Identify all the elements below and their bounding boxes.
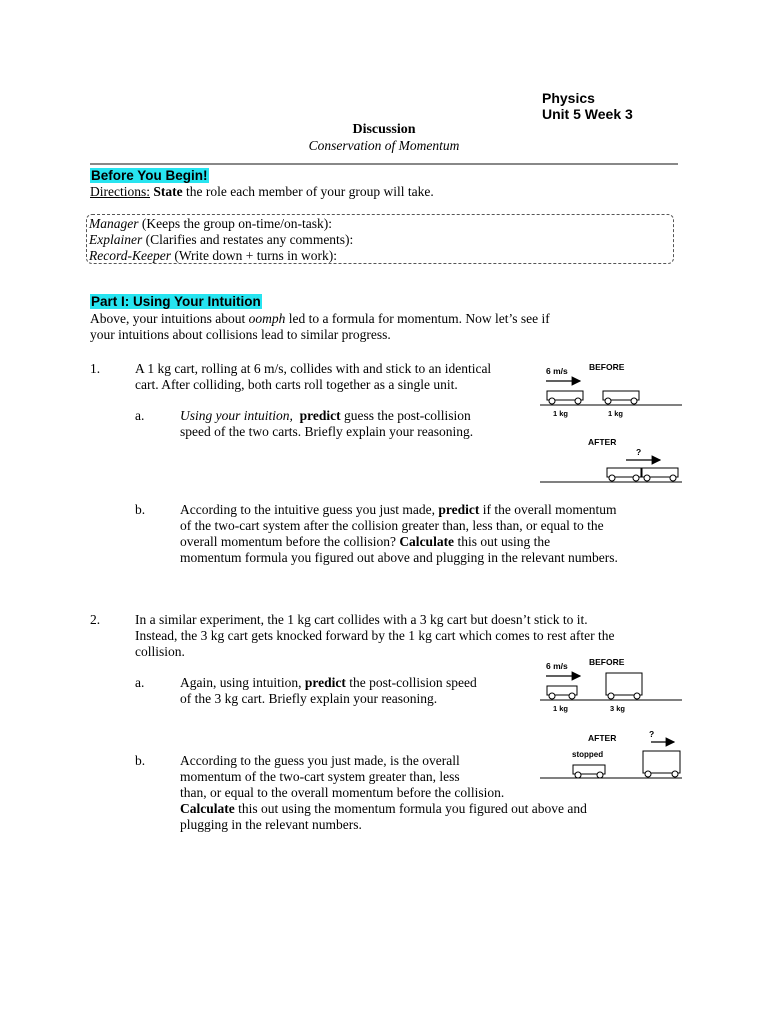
q2a-pre: Again, using intuition, [180,675,305,690]
d2-cart-small [547,686,577,699]
role-manager-label: Manager [89,216,139,231]
course-header [542,90,633,122]
role-record-keeper-label: Record-Keeper [89,248,171,263]
q1b-line4: momentum formula you figured out above and plugging in the relevant numbers. [180,550,618,565]
q2a-verb: predict [304,675,346,690]
q2-number: 2. [90,612,101,627]
d1-after-label: AFTER [588,437,617,447]
d2-mass-b: 3 kg [610,704,626,713]
q2b-calc: Calculate [180,801,235,816]
q1a-rest: guess the post-collision [340,408,471,423]
directions-verb: State [153,184,183,199]
d2-after-label: AFTER [588,733,617,743]
q1a-letter: a. [135,408,145,423]
q2b-line4-post: this out using the momentum formula you figured out above and [234,801,587,816]
d2-mass-a: 1 kg [553,704,569,713]
role-manager [89,216,671,232]
role-explainer-desc: (Clarifies and restates any comments): [142,232,354,247]
d1-cart-b [603,391,639,404]
q1b-post: if the overall momentum [479,502,617,517]
intro-text-2: led to a formula for momentum. Now let’s see if [285,311,550,326]
page-subtitle: Conservation of Momentum [308,138,460,153]
q1-text [135,361,491,393]
diagram2 [536,652,686,782]
part1-heading-line [90,294,262,310]
q2b-text [180,753,587,833]
q1-line2: cart. After colliding, both carts roll together as a single unit. [135,377,458,392]
q1b-pre: According to the intuitive guess you just made, [180,502,439,517]
q2a-text [180,675,477,707]
intro-oomph: oomph [248,311,286,326]
d1-unknown-label: ? [636,447,642,457]
d1-combined-carts [607,468,678,481]
before-heading: Before You Begin! [91,168,208,183]
q1-number: 1. [90,361,101,376]
q2b-line5: plugging in the relevant numbers. [180,817,362,832]
d2-speed-label: 6 m/s [546,661,568,671]
role-explainer [89,232,671,248]
q2-line2: Instead, the 3 kg cart gets knocked forward by the 1 kg cart which comes to rest after the [135,628,615,643]
q1b-verb: predict [438,502,480,517]
q2b-line2: momentum of the two-cart system greater than, less [180,769,460,784]
diagram1 [536,356,686,486]
q1a-line2: speed of the two carts. Briefly explain your reasoning. [180,424,474,439]
role-record-keeper-desc: (Write down + turns in work): [170,248,338,263]
q2b-line3: than, or equal to the overall momentum before the collision. [180,785,505,800]
role-record-keeper [89,248,671,264]
q2-line3: collision. [135,644,185,659]
q1b-line3-pre: overall momentum before the collision? [180,534,400,549]
q1b-line3-post: this out using the [454,534,551,549]
q2a-post: the post-collision speed [345,675,477,690]
course-unit: Unit 5 Week 3 [542,106,633,122]
d2-cart-small-after [573,765,605,778]
q2b-letter: b. [135,753,146,768]
d1-before-label: BEFORE [589,362,625,372]
d2-cart-large [606,673,642,699]
q1a-verb: predict [299,408,341,423]
q1b-calc: Calculate [399,534,455,549]
directions-label: Directions: [90,184,150,199]
d1-mass-a: 1 kg [553,409,569,418]
directions-text: the role each member of your group will take. [182,184,434,199]
q1a-text [180,408,473,440]
q1b-letter: b. [135,502,146,517]
q1a-em: Using your intuition, [180,408,293,423]
q1b-line2: of the two-cart system after the collision greater than, less than, or equal to the [180,518,604,533]
course-subject: Physics [542,90,595,106]
q2a-line2: of the 3 kg cart. Briefly explain your reasoning. [180,691,438,706]
role-manager-desc: (Keeps the group on-time/on-task): [138,216,332,231]
d2-unknown-label: ? [649,729,655,739]
d2-cart-large-after [643,751,680,777]
intro-text-3: your intuitions about collisions lead to similar progress. [90,327,391,342]
d1-cart-a [547,391,583,404]
d2-before-label: BEFORE [589,657,625,667]
q1-line1: A 1 kg cart, rolling at 6 m/s, collides with and stick to an identical [135,361,492,376]
roles-box [86,214,674,264]
page-title: Discussion [352,122,416,137]
d1-mass-b: 1 kg [608,409,624,418]
directions [90,184,434,200]
d2-stopped-label: stopped [572,750,604,759]
q1b-text [180,502,618,566]
q2a-letter: a. [135,675,145,690]
q2b-line1: According to the guess you just made, is the overall [180,753,460,768]
intro-text-1: Above, your intuitions about [90,311,249,326]
part1-heading: Part I: Using Your Intuition [91,294,261,309]
q2-line1: In a similar experiment, the 1 kg cart collides with a 3 kg cart but doesn’t stick to it. [135,612,588,627]
before-heading-line [90,168,209,184]
d1-speed-label: 6 m/s [546,366,568,376]
part1-intro [90,311,550,343]
header-divider [90,163,678,165]
role-explainer-label: Explainer [89,232,143,247]
